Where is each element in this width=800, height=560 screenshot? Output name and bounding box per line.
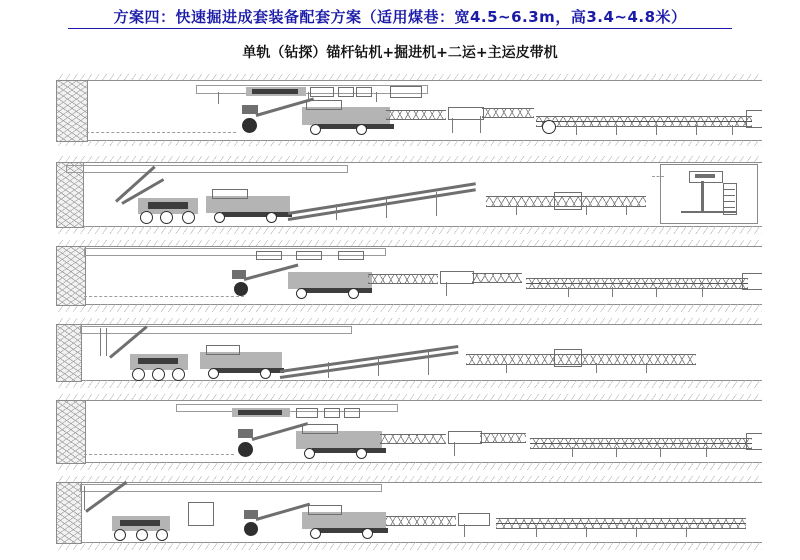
panel-view-5 (56, 394, 762, 470)
panel-view-1 (56, 74, 762, 146)
panel-view-2 (56, 156, 762, 234)
cross-section-inset (660, 164, 758, 224)
coal-face (56, 400, 86, 464)
panel-view-3 (56, 240, 762, 312)
coal-face (56, 324, 82, 382)
panel-view-4 (56, 318, 762, 388)
title-underline (68, 28, 732, 29)
coal-face (56, 482, 82, 544)
page-title: 方案四：快速掘进成套装备配套方案（适用煤巷：宽4.5~6.3m，高3.4~4.8米） (113, 8, 687, 26)
page-subtitle: 单轨（钻探）锚杆钻机+掘进机+二运+主运皮带机 (242, 45, 558, 61)
coal-face (56, 80, 88, 142)
coal-face (56, 246, 86, 306)
panel-view-6 (56, 476, 762, 550)
